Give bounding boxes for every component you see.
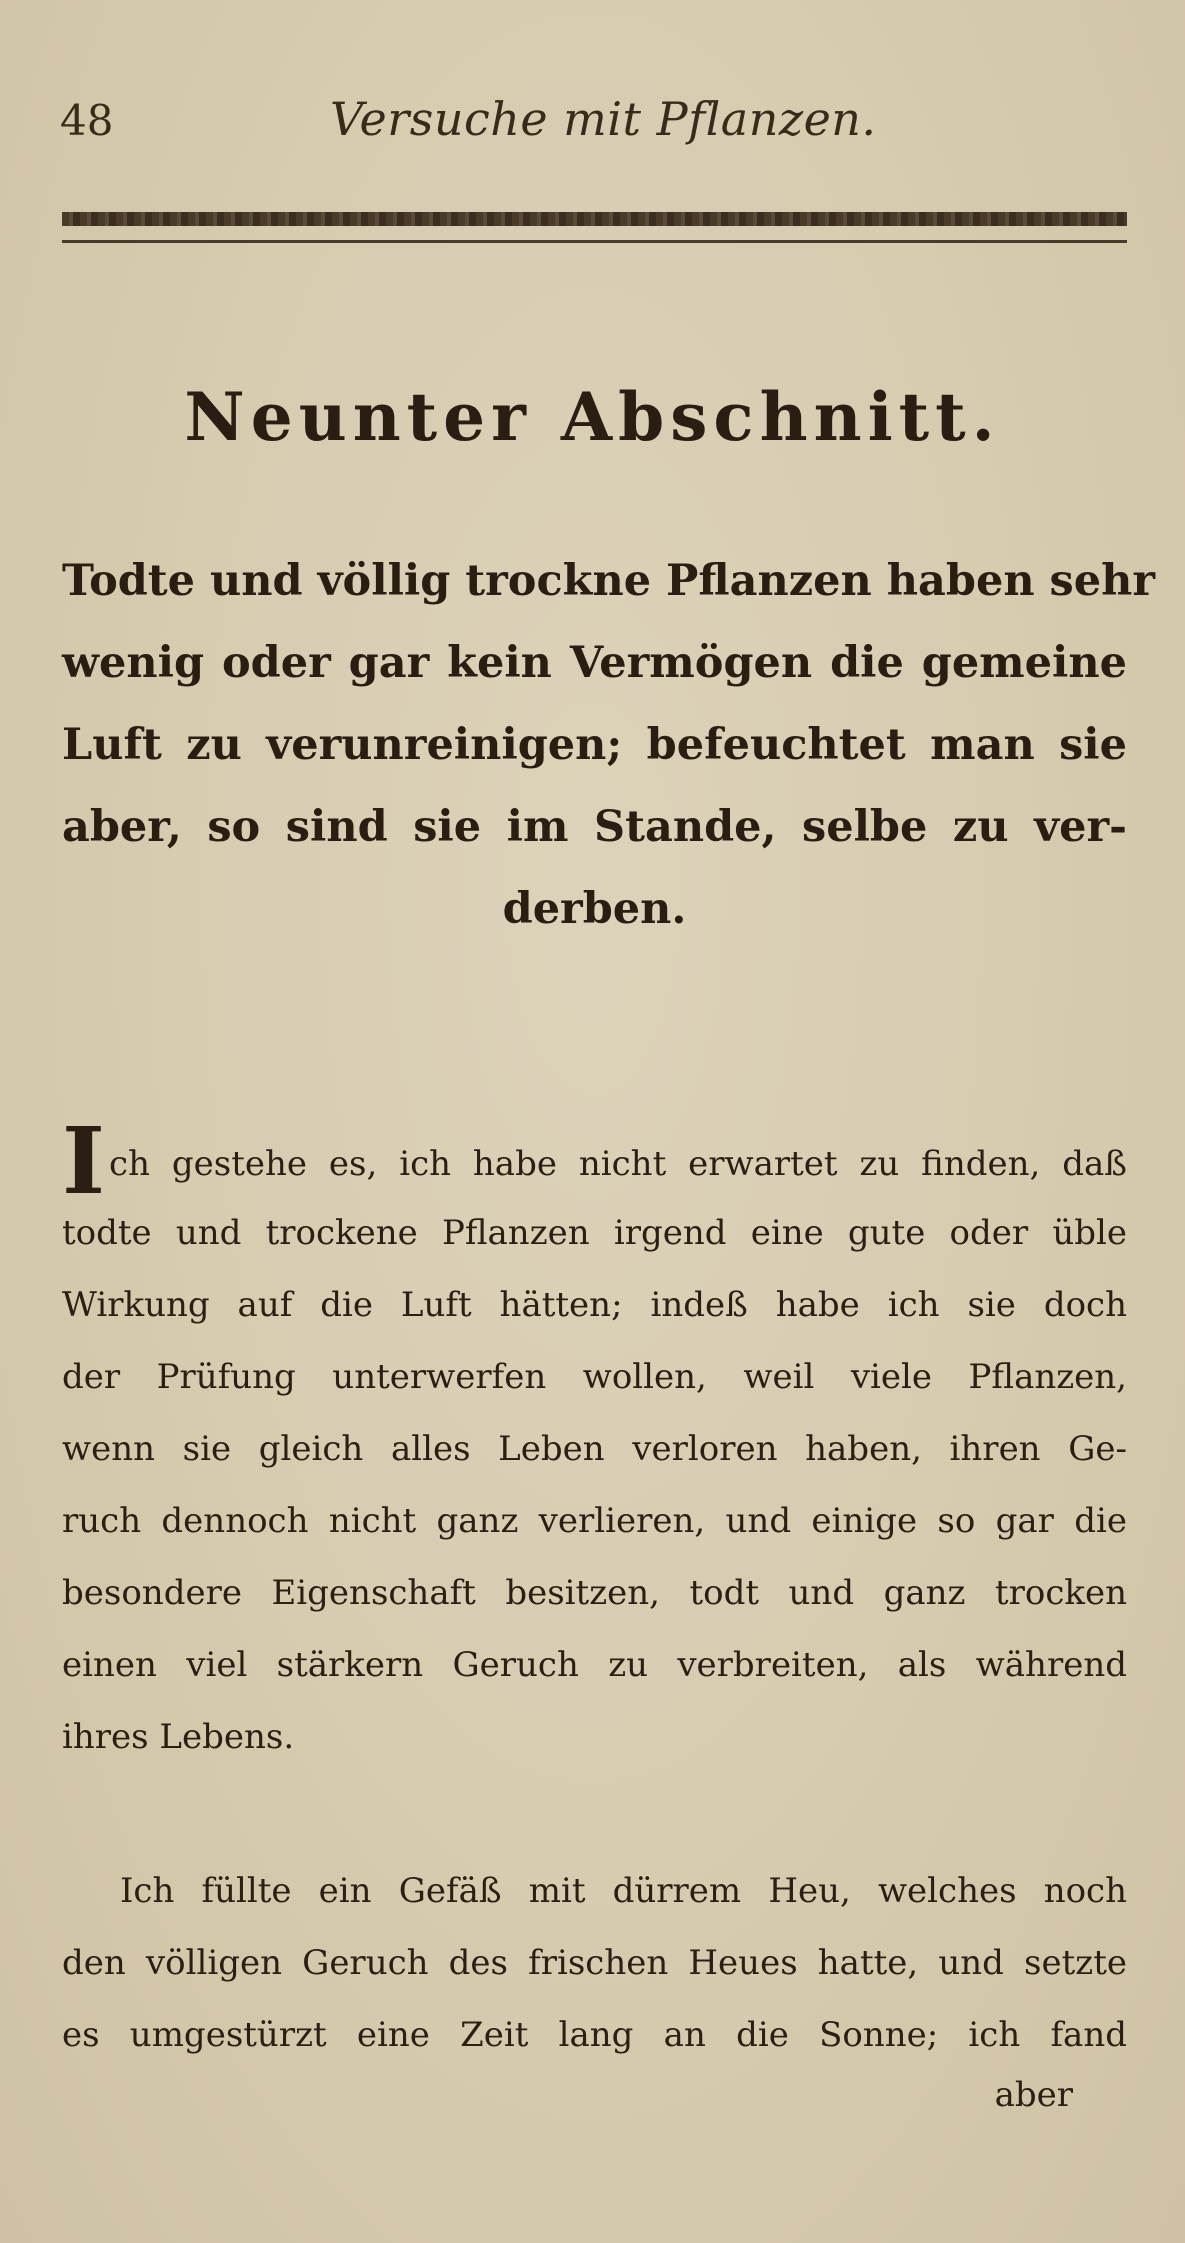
summary-line: Luft zu verunreinigen; befeuchtet man sie	[62, 720, 1127, 770]
thin-rule	[62, 240, 1127, 243]
chapter-summary	[62, 540, 1156, 950]
summary-line: aber, so sind sie im Stande, selbe zu ver-	[62, 802, 1127, 852]
summary-line: Todte und völlig trockne Pflanzen haben sehr	[62, 556, 1156, 606]
drop-cap-initial: I	[62, 1107, 106, 1215]
paragraph-line: Ich füllte ein Gefäß mit dürrem Heu, welches noch	[120, 1871, 1127, 1911]
running-head	[60, 88, 1130, 158]
ornamental-rule	[62, 212, 1127, 226]
paragraph-line: es umgestürzt eine Zeit lang an die Sonne; ich fand	[62, 2015, 1127, 2055]
paragraph-1	[62, 1107, 1127, 1773]
paragraph-line: wenn sie gleich alles Leben verloren haben, ihren Ge-	[62, 1429, 1127, 1469]
paragraph-line: einen viel stärkern Geruch zu verbreiten, als während	[62, 1645, 1127, 1685]
page-number: 48	[60, 96, 114, 145]
chapter-heading: Neunter Abschnitt.	[184, 378, 1001, 456]
paragraph-line: der Prüfung unterwerfen wollen, weil viele Pflanzen,	[62, 1357, 1127, 1397]
paragraph-line: besondere Eigenschaft besitzen, todt und ganz trocken	[62, 1573, 1127, 1613]
summary-line: wenig oder gar kein Vermögen die gemeine	[62, 638, 1127, 688]
paragraph-line: ruch dennoch nicht ganz verlieren, und einige so gar die	[62, 1501, 1127, 1541]
paragraph-line: den völligen Geruch des frischen Heues hatte, und setzte	[62, 1943, 1127, 1983]
paragraph-line: Wirkung auf die Luft hätten; indeß habe ich sie doch	[62, 1285, 1127, 1325]
paragraph-2	[62, 1855, 1127, 2071]
catchword: aber	[994, 2075, 1073, 2115]
paragraph-line: todte und trockene Pflanzen irgend eine gute oder üble	[62, 1213, 1127, 1253]
paragraph-line	[62, 1107, 1127, 1215]
paragraph-line: ihres Lebens.	[62, 1717, 295, 1757]
summary-line: derben.	[502, 884, 687, 934]
first-line-text: ch gestehe es, ich habe nicht erwartet zu finden, daß	[109, 1144, 1127, 1184]
running-title: Versuche mit Pflanzen.	[330, 92, 877, 146]
